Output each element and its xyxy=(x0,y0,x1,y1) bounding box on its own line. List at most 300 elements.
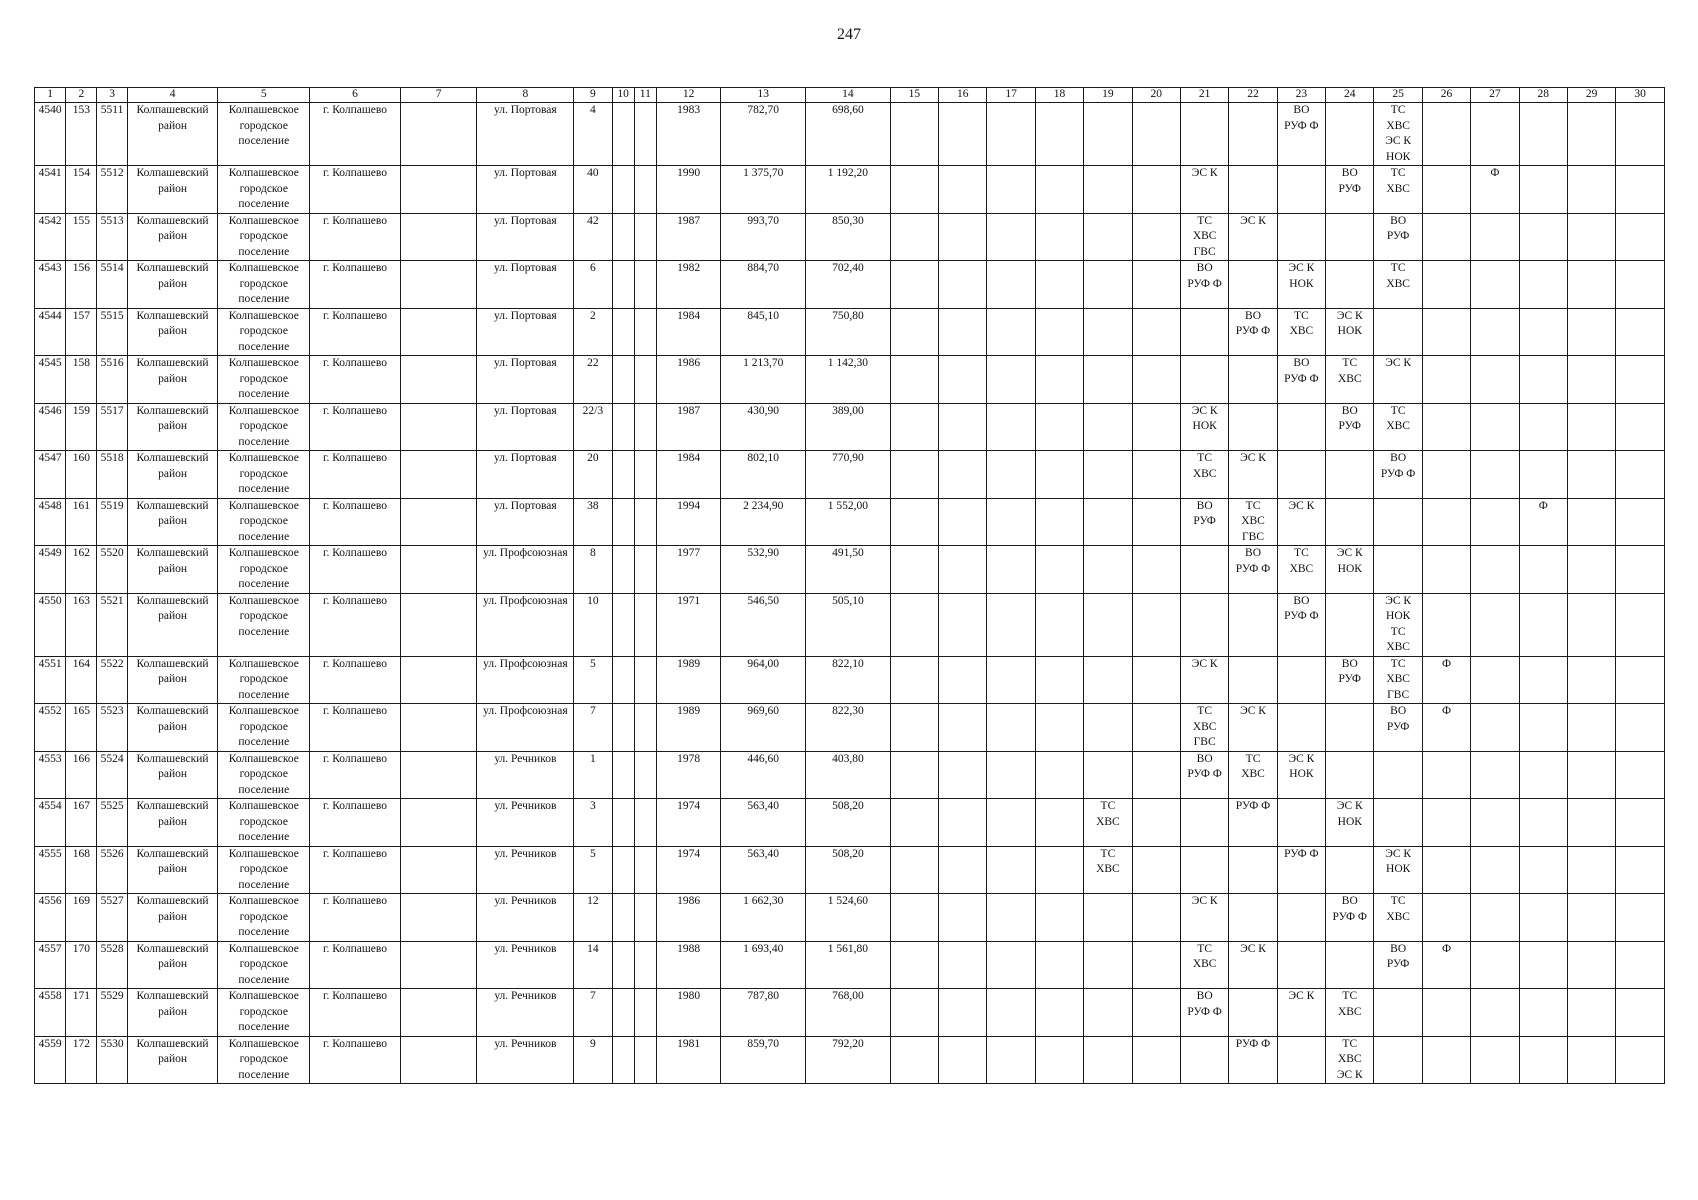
cell-line: НОК xyxy=(1386,150,1411,163)
cell-col-28 xyxy=(1519,546,1567,594)
cell-col-24 xyxy=(1326,261,1374,309)
cell-col-3: 5518 xyxy=(97,451,127,499)
cell-col-10 xyxy=(612,1036,634,1084)
cell-col-4: Колпашевский район xyxy=(127,1036,218,1084)
cell-col-25 xyxy=(1374,166,1422,214)
cell-col-2: 155 xyxy=(66,213,97,261)
cell-col-23 xyxy=(1277,894,1325,942)
cell-col-1: 4556 xyxy=(35,894,66,942)
cell-col-13: 845,10 xyxy=(721,308,806,356)
cell-col-6: г. Колпашево xyxy=(310,656,401,704)
page-number: 247 xyxy=(837,26,861,43)
cell-col-19 xyxy=(1084,213,1132,261)
cell-col-1: 4559 xyxy=(35,1036,66,1084)
cell-col-23 xyxy=(1277,308,1325,356)
cell-col-2: 169 xyxy=(66,894,97,942)
cell-col-8: ул. Речников xyxy=(477,941,574,989)
cell-col-14: 1 552,00 xyxy=(806,498,891,546)
column-header-4: 4 xyxy=(127,88,218,103)
cell-col-11 xyxy=(634,894,656,942)
cell-col-27 xyxy=(1471,1036,1519,1084)
cell-col-26: Ф xyxy=(1422,704,1470,752)
cell-col-25 xyxy=(1374,403,1422,451)
column-header-28: 28 xyxy=(1519,88,1567,103)
cell-col-2: 153 xyxy=(66,103,97,166)
cell-col-15 xyxy=(890,656,938,704)
cell-col-16 xyxy=(939,799,987,847)
cell-line: РУФ xyxy=(1338,420,1362,432)
cell-col-28 xyxy=(1519,894,1567,942)
cell-line: ТС xyxy=(1197,705,1212,717)
cell-col-3: 5523 xyxy=(97,704,127,752)
cell-col-8: ул. Профсоюзная xyxy=(477,593,574,656)
cell-col-6: г. Колпашево xyxy=(310,261,401,309)
cell-col-7 xyxy=(400,451,477,499)
cell-col-24 xyxy=(1326,941,1374,989)
cell-col-4: Колпашевский район xyxy=(127,941,218,989)
cell-col-27 xyxy=(1471,704,1519,752)
cell-col-3: 5527 xyxy=(97,894,127,942)
cell-col-18 xyxy=(1035,656,1083,704)
cell-col-3: 5513 xyxy=(97,213,127,261)
cell-line: РУФ Ф xyxy=(1284,372,1319,385)
cell-col-14: 1 561,80 xyxy=(806,941,891,989)
cell-col-19 xyxy=(1084,593,1132,656)
cell-col-11 xyxy=(634,846,656,894)
cell-col-4: Колпашевский район xyxy=(127,356,218,404)
cell-line: РУФ Ф xyxy=(1284,119,1319,132)
cell-line: РУФ Ф xyxy=(1284,610,1319,622)
cell-col-26 xyxy=(1422,403,1470,451)
cell-col-17 xyxy=(987,799,1035,847)
cell-col-25 xyxy=(1374,894,1422,942)
cell-col-7 xyxy=(400,546,477,594)
column-header-26: 26 xyxy=(1422,88,1470,103)
cell-line: ХВС xyxy=(1192,467,1217,480)
cell-col-23 xyxy=(1277,546,1325,594)
cell-col-13: 532,90 xyxy=(721,546,806,594)
cell-col-20 xyxy=(1132,799,1180,847)
cell-col-23 xyxy=(1277,1036,1325,1084)
cell-col-17 xyxy=(987,704,1035,752)
cell-line: ТС xyxy=(1294,547,1309,559)
cell-col-6: г. Колпашево xyxy=(310,941,401,989)
cell-col-17 xyxy=(987,403,1035,451)
cell-col-10 xyxy=(612,261,634,309)
cell-col-26 xyxy=(1422,593,1470,656)
cell-col-19 xyxy=(1084,989,1132,1037)
cell-col-17 xyxy=(987,308,1035,356)
cell-col-9: 5 xyxy=(574,846,612,894)
table-row xyxy=(35,103,1665,166)
cell-col-4: Колпашевский район xyxy=(127,103,218,166)
cell-col-14: 850,30 xyxy=(806,213,891,261)
cell-col-27 xyxy=(1471,308,1519,356)
cell-col-19 xyxy=(1084,451,1132,499)
cell-col-21 xyxy=(1180,546,1228,594)
cell-col-29 xyxy=(1567,593,1615,656)
cell-col-7 xyxy=(400,894,477,942)
cell-col-5: Колпашевское городское поселение xyxy=(218,403,310,451)
cell-col-28 xyxy=(1519,103,1567,166)
cell-col-7 xyxy=(400,261,477,309)
table-row xyxy=(35,451,1665,499)
cell-col-18 xyxy=(1035,261,1083,309)
cell-col-6: г. Колпашево xyxy=(310,451,401,499)
cell-col-14: 768,00 xyxy=(806,989,891,1037)
cell-line: РУФ xyxy=(1386,958,1410,970)
cell-col-14: 508,20 xyxy=(806,799,891,847)
cell-col-13: 969,60 xyxy=(721,704,806,752)
cell-line: ВО xyxy=(1390,705,1407,717)
cell-col-6: г. Колпашево xyxy=(310,166,401,214)
cell-col-10 xyxy=(612,308,634,356)
cell-col-1: 4551 xyxy=(35,656,66,704)
cell-col-14: 750,80 xyxy=(806,308,891,356)
cell-col-26: Ф xyxy=(1422,656,1470,704)
cell-col-3: 5524 xyxy=(97,751,127,799)
cell-col-25 xyxy=(1374,593,1422,656)
cell-line: ТС xyxy=(1100,800,1116,812)
cell-col-25: ЭС К xyxy=(1374,356,1422,404)
cell-col-30 xyxy=(1616,103,1665,166)
cell-col-28 xyxy=(1519,941,1567,989)
cell-col-18 xyxy=(1035,941,1083,989)
cell-col-13: 859,70 xyxy=(721,1036,806,1084)
cell-col-8: ул. Портовая xyxy=(477,403,574,451)
cell-col-16 xyxy=(939,846,987,894)
cell-col-5: Колпашевское городское поселение xyxy=(218,846,310,894)
cell-col-6: г. Колпашево xyxy=(310,403,401,451)
cell-col-4: Колпашевский район xyxy=(127,593,218,656)
cell-col-3: 5520 xyxy=(97,546,127,594)
cell-line: ТС xyxy=(1294,309,1309,322)
cell-col-6: г. Колпашево xyxy=(310,308,401,356)
cell-col-13: 446,60 xyxy=(721,751,806,799)
cell-col-26 xyxy=(1422,546,1470,594)
cell-col-10 xyxy=(612,546,634,594)
cell-col-29 xyxy=(1567,894,1615,942)
cell-col-18 xyxy=(1035,103,1083,166)
cell-col-15 xyxy=(890,546,938,594)
cell-col-26: Ф xyxy=(1422,941,1470,989)
cell-col-30 xyxy=(1616,593,1665,656)
column-header-17: 17 xyxy=(987,88,1035,103)
column-header-20: 20 xyxy=(1132,88,1180,103)
cell-col-4: Колпашевский район xyxy=(127,704,218,752)
cell-col-14: 792,20 xyxy=(806,1036,891,1084)
cell-col-26 xyxy=(1422,894,1470,942)
cell-col-1: 4545 xyxy=(35,356,66,404)
cell-col-26 xyxy=(1422,751,1470,799)
cell-col-15 xyxy=(890,103,938,166)
cell-col-21 xyxy=(1180,1036,1228,1084)
cell-line: ХВС xyxy=(1192,720,1217,733)
cell-col-1: 4555 xyxy=(35,846,66,894)
cell-col-3: 5519 xyxy=(97,498,127,546)
cell-line: ЭС К xyxy=(1288,262,1315,274)
cell-col-18 xyxy=(1035,1036,1083,1084)
cell-col-7 xyxy=(400,166,477,214)
cell-col-20 xyxy=(1132,656,1180,704)
cell-col-13: 1 213,70 xyxy=(721,356,806,404)
register-table xyxy=(34,87,1665,1084)
cell-col-7 xyxy=(400,704,477,752)
cell-col-30 xyxy=(1616,213,1665,261)
cell-line: ЭС К xyxy=(1336,547,1363,559)
column-header-16: 16 xyxy=(939,88,987,103)
cell-col-21 xyxy=(1180,799,1228,847)
cell-col-8: ул. Речников xyxy=(477,799,574,847)
cell-col-15 xyxy=(890,846,938,894)
cell-col-8: ул. Портовая xyxy=(477,451,574,499)
cell-col-11 xyxy=(634,261,656,309)
cell-col-21 xyxy=(1180,356,1228,404)
cell-col-10 xyxy=(612,593,634,656)
column-header-21: 21 xyxy=(1180,88,1228,103)
cell-col-11 xyxy=(634,166,656,214)
cell-col-29 xyxy=(1567,261,1615,309)
cell-col-22 xyxy=(1229,894,1277,942)
cell-col-12: 1986 xyxy=(656,894,721,942)
cell-col-11 xyxy=(634,1036,656,1084)
cell-line: ХВС xyxy=(1386,420,1410,432)
cell-col-19 xyxy=(1084,403,1132,451)
cell-col-22 xyxy=(1229,593,1277,656)
cell-col-29 xyxy=(1567,498,1615,546)
cell-col-9: 38 xyxy=(574,498,612,546)
cell-col-22 xyxy=(1229,846,1277,894)
cell-col-24 xyxy=(1326,166,1374,214)
cell-col-16 xyxy=(939,941,987,989)
cell-line: ВО xyxy=(1196,990,1213,1002)
cell-col-2: 170 xyxy=(66,941,97,989)
cell-col-27 xyxy=(1471,356,1519,404)
cell-col-19 xyxy=(1084,799,1132,847)
cell-col-30 xyxy=(1616,704,1665,752)
cell-col-16 xyxy=(939,546,987,594)
cell-col-9: 5 xyxy=(574,656,612,704)
cell-col-10 xyxy=(612,213,634,261)
cell-col-23 xyxy=(1277,213,1325,261)
cell-col-14: 1 524,60 xyxy=(806,894,891,942)
cell-line: НОК xyxy=(1289,768,1314,780)
cell-col-16 xyxy=(939,704,987,752)
cell-col-29 xyxy=(1567,1036,1615,1084)
cell-col-2: 160 xyxy=(66,451,97,499)
cell-line: ТС xyxy=(1100,847,1116,860)
table-row xyxy=(35,261,1665,309)
cell-col-28 xyxy=(1519,656,1567,704)
cell-col-10 xyxy=(612,751,634,799)
cell-line: ХВС xyxy=(1096,815,1120,828)
cell-col-5: Колпашевское городское поселение xyxy=(218,103,310,166)
cell-col-24 xyxy=(1326,1036,1374,1084)
cell-col-6: г. Колпашево xyxy=(310,989,401,1037)
cell-col-27 xyxy=(1471,546,1519,594)
cell-col-5: Колпашевское городское поселение xyxy=(218,1036,310,1084)
cell-col-8: ул. Портовая xyxy=(477,166,574,214)
cell-col-23: ЭС К xyxy=(1277,989,1325,1037)
cell-col-29 xyxy=(1567,103,1615,166)
cell-col-14: 505,10 xyxy=(806,593,891,656)
cell-col-18 xyxy=(1035,451,1083,499)
cell-line: ХВС xyxy=(1289,325,1314,337)
column-header-19: 19 xyxy=(1084,88,1132,103)
cell-col-4: Колпашевский район xyxy=(127,656,218,704)
cell-col-26 xyxy=(1422,261,1470,309)
cell-col-2: 166 xyxy=(66,751,97,799)
cell-line: ХВС xyxy=(1241,768,1265,780)
cell-col-20 xyxy=(1132,1036,1180,1084)
cell-col-25 xyxy=(1374,213,1422,261)
cell-col-5: Колпашевское городское поселение xyxy=(218,356,310,404)
cell-col-30 xyxy=(1616,451,1665,499)
cell-col-10 xyxy=(612,403,634,451)
cell-col-21 xyxy=(1180,941,1228,989)
cell-col-15 xyxy=(890,261,938,309)
cell-col-5: Колпашевское городское поселение xyxy=(218,166,310,214)
cell-line: ТС xyxy=(1197,452,1212,464)
cell-col-9: 7 xyxy=(574,989,612,1037)
cell-line: ЭС К xyxy=(1191,404,1218,417)
cell-col-24 xyxy=(1326,403,1374,451)
cell-col-5: Колпашевское городское поселение xyxy=(218,546,310,594)
cell-col-13: 563,40 xyxy=(721,846,806,894)
cell-col-15 xyxy=(890,213,938,261)
cell-col-28 xyxy=(1519,451,1567,499)
cell-col-30 xyxy=(1616,498,1665,546)
cell-col-7 xyxy=(400,656,477,704)
cell-col-7 xyxy=(400,403,477,451)
column-header-15: 15 xyxy=(890,88,938,103)
cell-col-20 xyxy=(1132,356,1180,404)
cell-col-9: 9 xyxy=(574,1036,612,1084)
cell-col-5: Колпашевское городское поселение xyxy=(218,751,310,799)
cell-col-6: г. Колпашево xyxy=(310,498,401,546)
cell-col-10 xyxy=(612,846,634,894)
cell-col-24 xyxy=(1326,656,1374,704)
cell-col-27 xyxy=(1471,894,1519,942)
cell-line: ХВС xyxy=(1337,1053,1362,1065)
cell-col-11 xyxy=(634,593,656,656)
cell-col-12: 1988 xyxy=(656,941,721,989)
cell-col-20 xyxy=(1132,213,1180,261)
cell-col-22 xyxy=(1229,261,1277,309)
cell-col-16 xyxy=(939,308,987,356)
cell-col-12: 1978 xyxy=(656,751,721,799)
cell-col-9: 2 xyxy=(574,308,612,356)
cell-col-29 xyxy=(1567,403,1615,451)
cell-col-25 xyxy=(1374,451,1422,499)
column-header-3: 3 xyxy=(97,88,127,103)
cell-col-20 xyxy=(1132,546,1180,594)
cell-col-6: г. Колпашево xyxy=(310,546,401,594)
cell-col-1: 4554 xyxy=(35,799,66,847)
column-header-13: 13 xyxy=(721,88,806,103)
cell-col-15 xyxy=(890,799,938,847)
cell-col-12: 1980 xyxy=(656,989,721,1037)
cell-col-20 xyxy=(1132,403,1180,451)
cell-line: РУФ Ф xyxy=(1235,325,1271,337)
cell-col-8: ул. Речников xyxy=(477,989,574,1037)
cell-col-16 xyxy=(939,1036,987,1084)
column-header-7: 7 xyxy=(400,88,477,103)
table-row xyxy=(35,356,1665,404)
cell-line: ВО xyxy=(1293,357,1310,369)
cell-col-11 xyxy=(634,308,656,356)
cell-col-7 xyxy=(400,213,477,261)
cell-line: ХВС xyxy=(1337,1005,1362,1018)
cell-col-8: ул. Речников xyxy=(477,894,574,942)
cell-col-14: 1 142,30 xyxy=(806,356,891,404)
cell-line: ТС xyxy=(1390,167,1406,179)
cell-col-12: 1974 xyxy=(656,846,721,894)
cell-col-7 xyxy=(400,941,477,989)
cell-col-15 xyxy=(890,989,938,1037)
cell-col-7 xyxy=(400,799,477,847)
cell-col-17 xyxy=(987,356,1035,404)
cell-col-20 xyxy=(1132,751,1180,799)
cell-col-4: Колпашевский район xyxy=(127,751,218,799)
cell-col-26 xyxy=(1422,498,1470,546)
cell-col-5: Колпашевское городское поселение xyxy=(218,704,310,752)
table-row xyxy=(35,751,1665,799)
cell-col-10 xyxy=(612,799,634,847)
cell-col-22 xyxy=(1229,546,1277,594)
cell-col-29 xyxy=(1567,941,1615,989)
cell-col-28 xyxy=(1519,846,1567,894)
cell-line: РУФ xyxy=(1338,673,1362,685)
cell-col-27 xyxy=(1471,941,1519,989)
cell-col-14: 698,60 xyxy=(806,103,891,166)
cell-col-29 xyxy=(1567,546,1615,594)
cell-col-11 xyxy=(634,799,656,847)
cell-col-5: Колпашевское городское поселение xyxy=(218,941,310,989)
cell-col-21 xyxy=(1180,403,1228,451)
cell-col-17 xyxy=(987,846,1035,894)
cell-col-24 xyxy=(1326,704,1374,752)
cell-col-18 xyxy=(1035,751,1083,799)
cell-col-9: 10 xyxy=(574,593,612,656)
cell-col-13: 430,90 xyxy=(721,403,806,451)
cell-col-2: 159 xyxy=(66,403,97,451)
cell-col-9: 6 xyxy=(574,261,612,309)
cell-col-20 xyxy=(1132,593,1180,656)
cell-col-6: г. Колпашево xyxy=(310,846,401,894)
cell-col-10 xyxy=(612,941,634,989)
cell-line: ХВС xyxy=(1192,230,1217,242)
cell-col-16 xyxy=(939,356,987,404)
cell-col-28 xyxy=(1519,751,1567,799)
cell-col-6: г. Колпашево xyxy=(310,593,401,656)
cell-col-24 xyxy=(1326,498,1374,546)
cell-col-12: 1994 xyxy=(656,498,721,546)
cell-col-8: ул. Портовая xyxy=(477,356,574,404)
table-row xyxy=(35,1036,1665,1084)
cell-col-7 xyxy=(400,846,477,894)
table-row xyxy=(35,656,1665,704)
cell-line: ЭС К xyxy=(1336,800,1363,812)
cell-col-20 xyxy=(1132,103,1180,166)
cell-col-30 xyxy=(1616,1036,1665,1084)
cell-line: ХВС xyxy=(1192,958,1217,970)
cell-line: ХВС xyxy=(1386,119,1410,132)
cell-col-24 xyxy=(1326,751,1374,799)
cell-col-20 xyxy=(1132,989,1180,1037)
cell-col-3: 5511 xyxy=(97,103,127,166)
cell-col-10 xyxy=(612,656,634,704)
